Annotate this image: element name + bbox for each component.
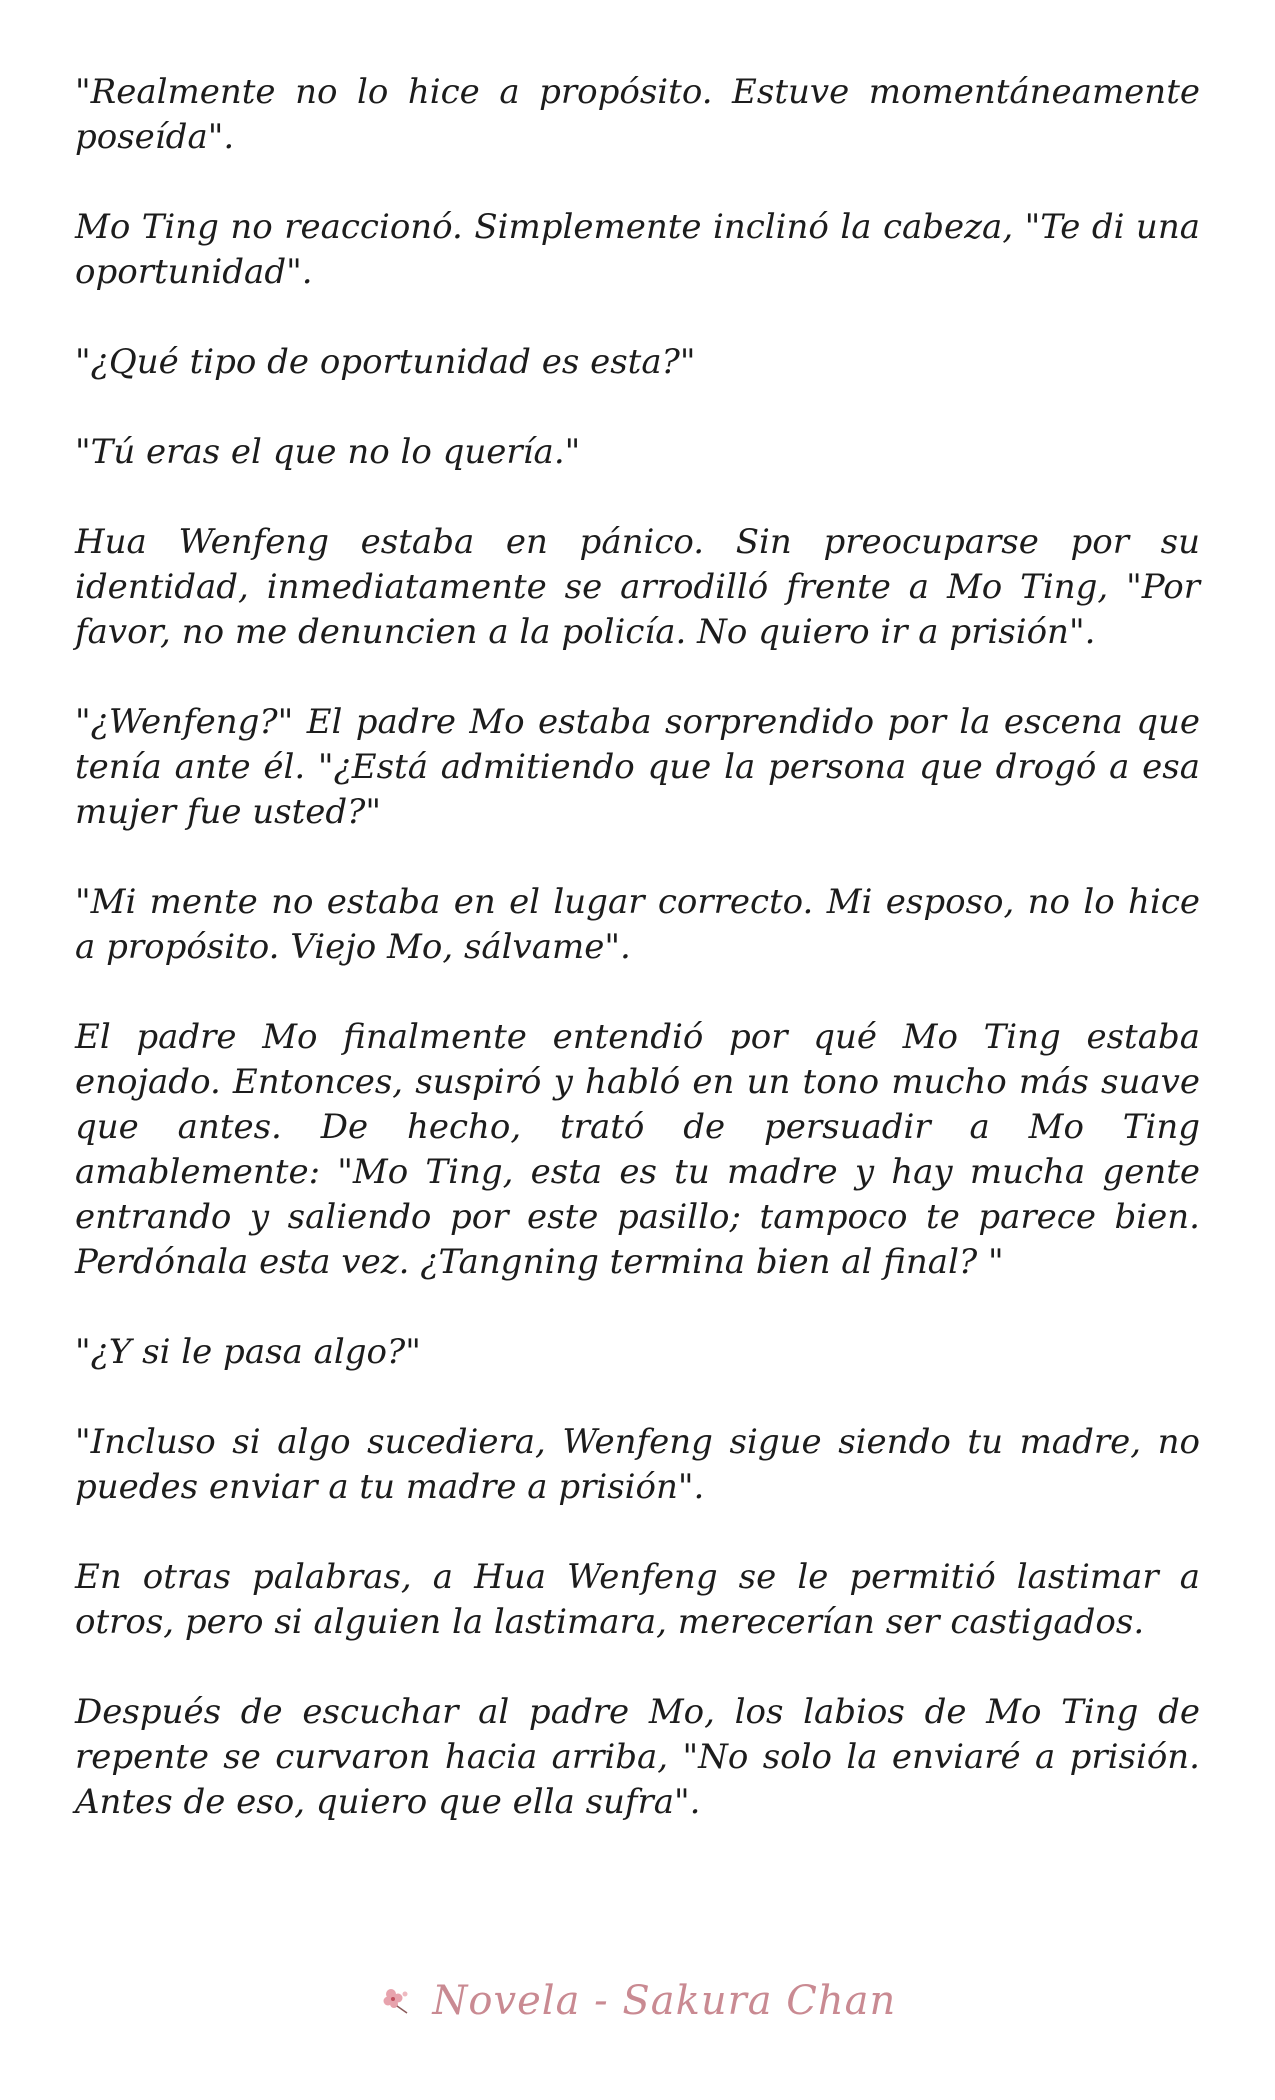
watermark-text: Novela - Sakura Chan (432, 1978, 897, 2024)
paragraph-1: "Realmente no lo hice a propósito. Estuve momentáneamente poseída". (75, 72, 1200, 157)
cherry-blossom-icon (379, 1986, 413, 2016)
paragraph-7: "Mi mente no estaba en el lugar correcto. Mi esposo, no lo hice a propósito. Viejo Mo, sálvame". (75, 882, 1200, 967)
paragraph-8: El padre Mo finalmente entendió por qué Mo Ting estaba enojado. Entonces, suspiró y habló en un tono mucho más suave que antes. De hecho, trató de persuadir a Mo Ting amablemente: "Mo Ting, esta es tu madre y hay mucha gente entrando y saliendo por este pasillo; tampoco te parece bien. Perdónala esta vez. ¿Tangning termina bien al final? " (75, 1017, 1200, 1282)
watermark (0, 1978, 1275, 2024)
paragraph-2: Mo Ting no reaccionó. Simplemente inclinó la cabeza, "Te di una oportunidad". (75, 207, 1200, 292)
paragraph-5: Hua Wenfeng estaba en pánico. Sin preocuparse por su identidad, inmediatamente se arrodilló frente a Mo Ting, "Por favor, no me denuncien a la policía. No quiero ir a prisión". (75, 522, 1200, 652)
paragraph-9: "¿Y si le pasa algo?" (75, 1332, 421, 1372)
paragraph-3: "¿Qué tipo de oportunidad es esta?" (75, 342, 696, 382)
paragraph-6: "¿Wenfeng?" El padre Mo estaba sorprendido por la escena que tenía ante él. "¿Está admitiendo que la persona que drogó a esa mujer fue usted?" (75, 702, 1200, 832)
paragraph-4: "Tú eras el que no lo quería." (75, 432, 581, 472)
document-body (75, 70, 1200, 1870)
paragraph-11: En otras palabras, a Hua Wenfeng se le permitió lastimar a otros, pero si alguien la lastimara, merecerían ser castigados. (75, 1557, 1200, 1642)
paragraph-10: "Incluso si algo sucediera, Wenfeng sigue siendo tu madre, no puedes enviar a tu madre a prisión". (75, 1422, 1200, 1507)
paragraph-12: Después de escuchar al padre Mo, los labios de Mo Ting de repente se curvaron hacia arriba, "No solo la enviaré a prisión. Antes de eso, quiero que ella sufra". (75, 1692, 1200, 1822)
